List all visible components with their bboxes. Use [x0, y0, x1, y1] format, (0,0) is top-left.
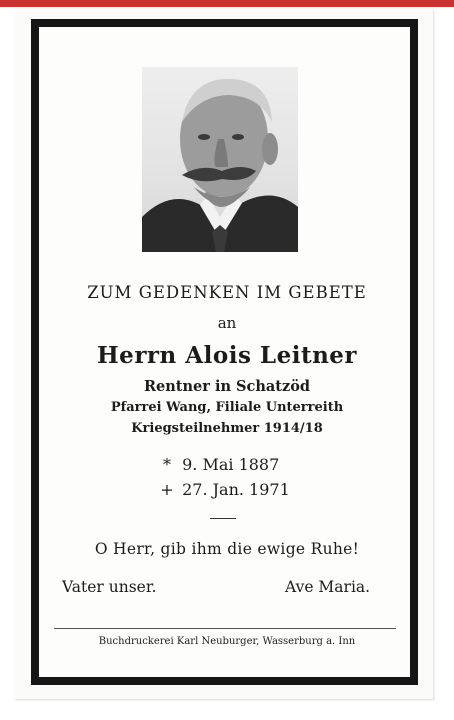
birth-date: 9. Mai 1887	[182, 455, 280, 474]
death-date: 27. Jan. 1971	[182, 480, 290, 499]
connector-text: an	[217, 314, 237, 332]
birth-symbol: *	[163, 455, 171, 474]
prayer-ave-maria: Ave Maria.	[285, 578, 371, 596]
short-divider	[210, 518, 236, 519]
footer-rule	[54, 628, 396, 629]
prayer-vater-unser: Vater unser.	[62, 578, 157, 596]
portrait-icon	[142, 67, 298, 252]
deceased-name: Herrn Alois Leitner	[96, 342, 358, 369]
birth-line	[157, 455, 279, 474]
prayer-text: O Herr, gib ihm die ewige Ruhe!	[94, 540, 360, 558]
death-line	[157, 480, 290, 499]
printer-credit: Buchdruckerei Karl Neuburger, Wasserburg a. Inn	[98, 636, 356, 647]
top-color-strip	[0, 0, 454, 7]
heading: ZUM GEDENKEN IM GEBETE	[87, 283, 367, 302]
death-symbol: +	[160, 480, 174, 499]
occupation: Rentner in Schatzöd	[143, 378, 311, 395]
parish: Pfarrei Wang, Filiale Unterreith	[110, 400, 344, 415]
veteran-note: Kriegsteilnehmer 1914/18	[131, 421, 323, 436]
portrait-photo	[142, 67, 298, 252]
